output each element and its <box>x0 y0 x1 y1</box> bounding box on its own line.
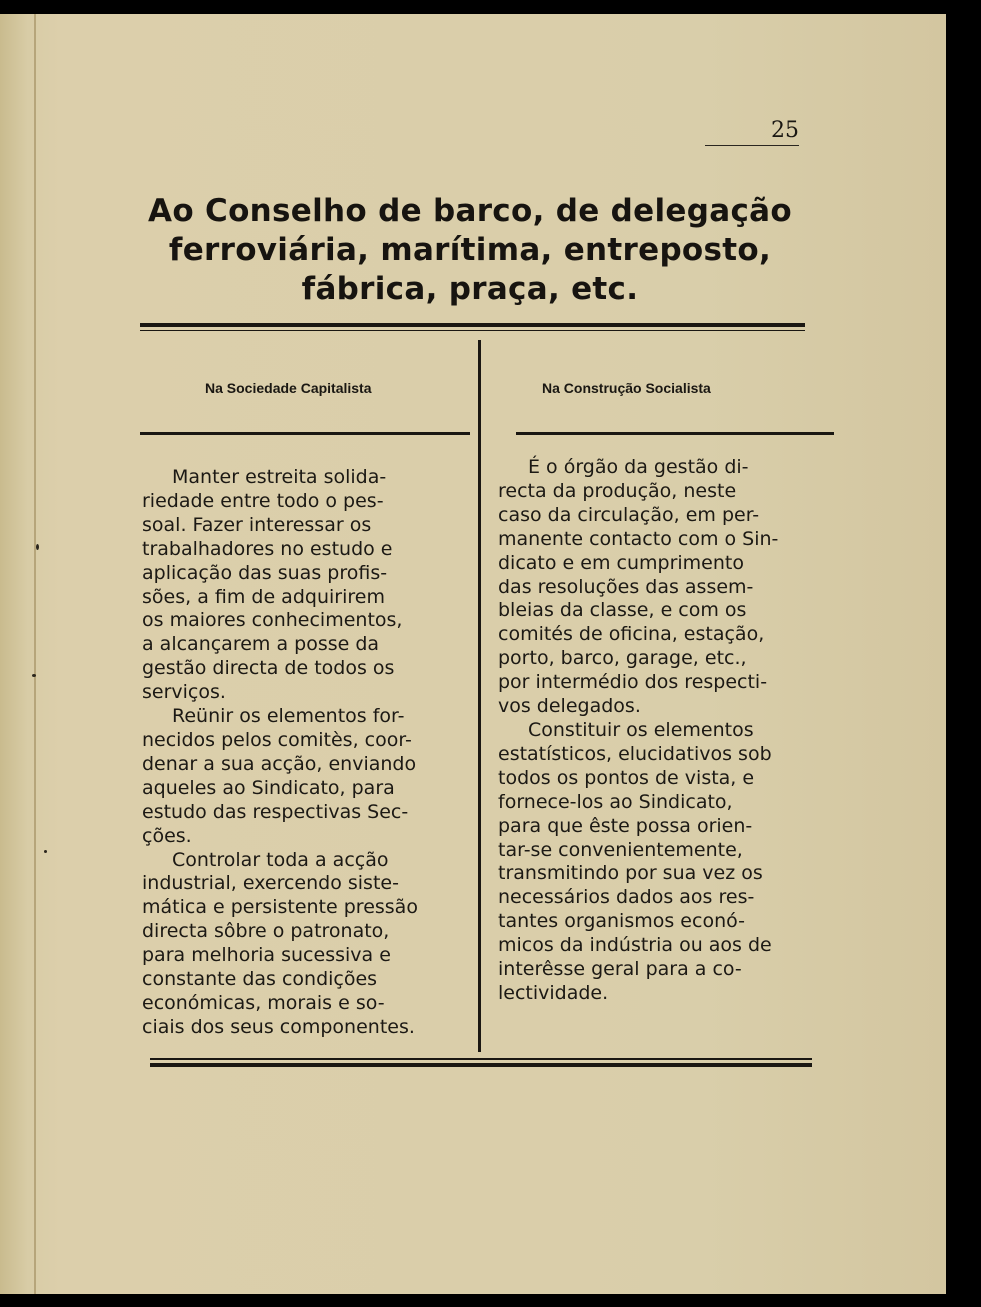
text-line: interêsse geral para a co- <box>498 958 742 981</box>
right-column-heading: Na Construção Socialista <box>542 380 711 396</box>
text-line: sões, a fim de adquirirem <box>142 585 385 608</box>
text-line: Constituir os elementos <box>528 718 754 741</box>
page-number: 25 <box>705 118 799 146</box>
right-column-text <box>498 456 818 1006</box>
text-line: Reünir os elementos for- <box>172 705 405 728</box>
text-line: porto, barco, garage, etc., <box>498 647 747 670</box>
table-bottom-rule-thick <box>150 1063 812 1067</box>
text-line: por intermédio dos respecti- <box>498 671 768 694</box>
right-heading-rule <box>516 432 834 435</box>
binding-gutter <box>34 14 36 1294</box>
paper-speck <box>36 544 39 550</box>
text-line: fornece-los ao Sindicato, <box>498 790 733 813</box>
left-column-text <box>142 466 460 1040</box>
page-title <box>120 192 820 309</box>
text-line: para melhoria sucessiva e <box>142 944 391 967</box>
paper-speck <box>44 850 47 853</box>
book-page <box>0 14 946 1294</box>
text-line: riedade entre todo o pes- <box>142 489 384 512</box>
left-column-heading: Na Sociedade Capitalista <box>205 380 372 396</box>
text-line: aqueles ao Sindicato, para <box>142 776 395 799</box>
text-line: a alcançarem a posse da <box>142 633 380 656</box>
table-top-rule-thin <box>140 330 805 331</box>
text-line: Manter estreita solida- <box>172 466 387 488</box>
text-line: Controlar toda a acção <box>172 848 389 871</box>
text-line: das resoluções das assem- <box>498 575 754 598</box>
text-line: transmitindo por sua vez os <box>498 862 763 885</box>
text-line: ções. <box>142 824 192 847</box>
text-line: vos delegados. <box>498 695 641 718</box>
text-line: manente contacto com o Sin- <box>498 527 779 550</box>
text-line: económicas, morais e so- <box>142 991 385 1014</box>
text-line: bleias da classe, e com os <box>498 599 747 622</box>
text-line: trabalhadores no estudo e <box>142 537 393 560</box>
text-line: os maiores conhecimentos, <box>142 609 403 632</box>
text-line: comités de oficina, estação, <box>498 623 765 646</box>
text-line: constante das condições <box>142 968 378 991</box>
text-line: estudo das respectivas Sec- <box>142 800 409 823</box>
left-heading-rule <box>140 432 470 435</box>
text-line: gestão directa de todos os <box>142 657 395 680</box>
text-line: caso da circulação, em per- <box>498 503 760 526</box>
text-line: necidos pelos comitès, coor- <box>142 728 412 751</box>
text-line: lectividade. <box>498 981 609 1004</box>
title-line: Ao Conselho de barco, de delegação <box>148 193 792 229</box>
text-line: tar-se convenientemente, <box>498 838 743 861</box>
paper-speck <box>32 674 36 677</box>
text-line: tantes organismos econó- <box>498 910 745 933</box>
table-top-rule-thick <box>140 323 805 327</box>
text-line: micos da indústria ou aos de <box>498 934 772 957</box>
text-line: ciais dos seus componentes. <box>142 1015 415 1038</box>
text-line: todos os pontos de vista, e <box>498 766 755 789</box>
text-line: directa sôbre o patronato, <box>142 920 390 943</box>
text-line: denar a sua acção, enviando <box>142 752 417 775</box>
text-line: para que êste possa orien- <box>498 814 753 837</box>
title-line: ferroviária, marítima, entreposto, <box>168 232 772 268</box>
text-line: soal. Fazer interessar os <box>142 513 372 536</box>
text-line: recta da produção, neste <box>498 479 737 502</box>
text-line: industrial, exercendo siste- <box>142 872 399 895</box>
text-line: dicato e em cumprimento <box>498 551 744 574</box>
text-line: É o órgão da gestão di- <box>528 456 749 478</box>
text-line: mática e persistente pressão <box>142 896 418 919</box>
text-line: estatísticos, elucidativos sob <box>498 742 772 765</box>
title-line: fábrica, praça, etc. <box>301 271 639 307</box>
table-bottom-rule-thin <box>150 1058 812 1060</box>
text-line: serviços. <box>142 681 226 704</box>
column-divider <box>478 340 481 1052</box>
text-line: aplicação das suas profis- <box>142 561 388 584</box>
text-line: necessários dados aos res- <box>498 886 755 909</box>
